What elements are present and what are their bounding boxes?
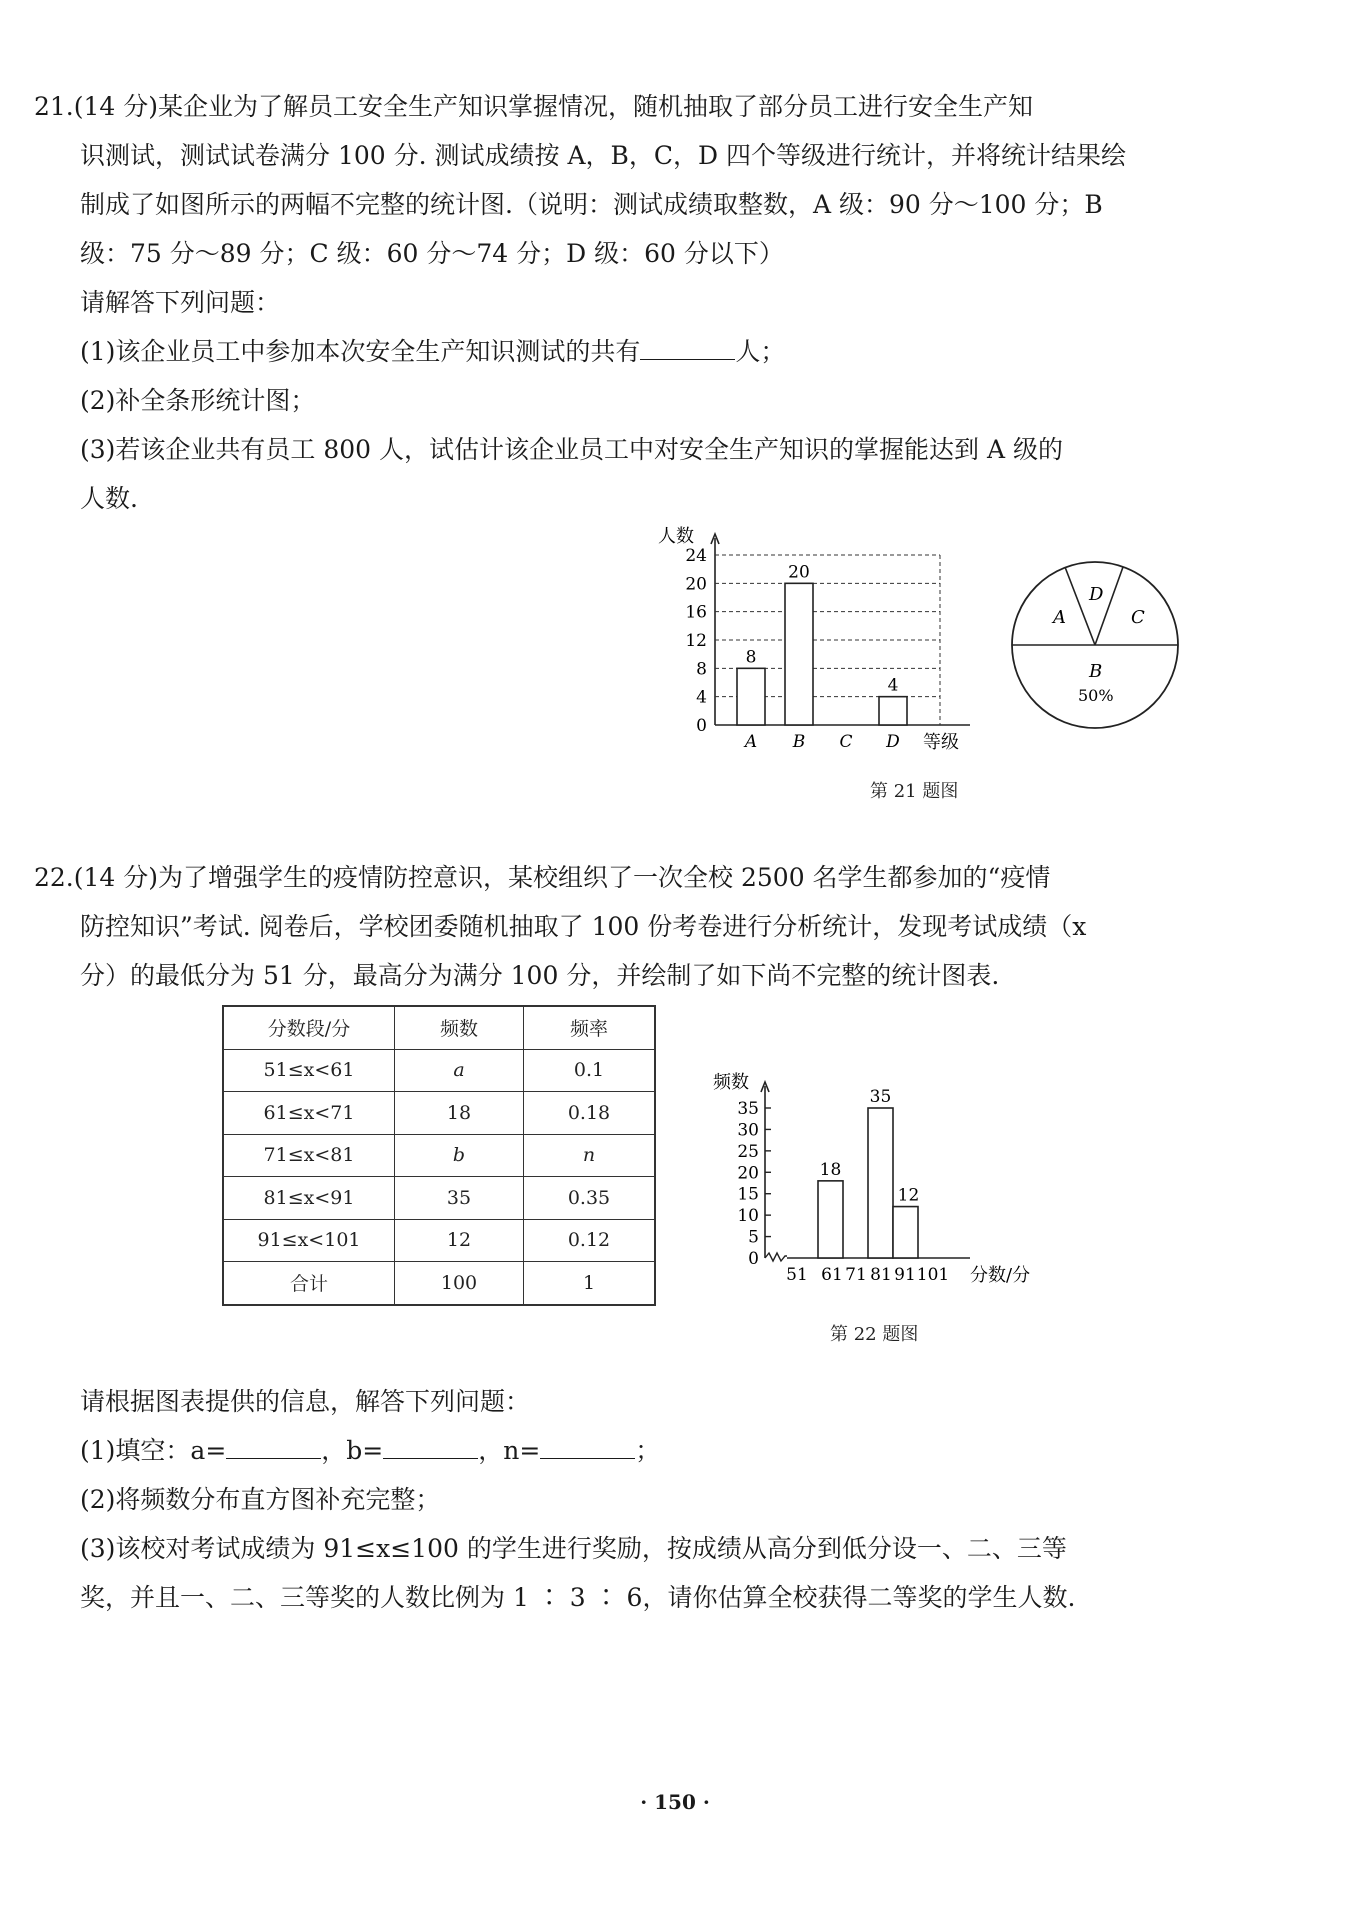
q22-sub1-a-label: (1)填空：a= xyxy=(80,1436,227,1465)
x-tick-label: D xyxy=(886,732,900,752)
answer-blank-b[interactable] xyxy=(383,1434,478,1459)
y-tick-label: 8 xyxy=(696,659,707,680)
y-tick-label: 35 xyxy=(737,1099,759,1119)
question-21 xyxy=(34,82,1194,523)
table-total-row xyxy=(223,1262,655,1305)
data-label: 4 xyxy=(887,675,899,696)
table-header: 频数 xyxy=(395,1006,524,1049)
table-cell: 12 xyxy=(395,1219,524,1262)
x-tick-label: A xyxy=(744,732,758,752)
answer-blank[interactable] xyxy=(640,335,735,360)
table-cell: 合计 xyxy=(223,1262,395,1305)
x-axis-title: 等级 xyxy=(923,732,959,753)
y-tick-label: 10 xyxy=(737,1206,759,1227)
table-cell: 81≤x<91 xyxy=(223,1177,395,1220)
q22-line3: 分）的最低分为 51 分，最高分为满分 100 分，并绘制了如下尚不完整的统计图表. xyxy=(80,961,1000,990)
table-cell: a xyxy=(395,1049,524,1092)
table-header-row xyxy=(223,1006,655,1049)
q21-sub1-text: (1)该企业员工中参加本次安全生产知识测试的共有 xyxy=(80,337,641,366)
page-number: · 150 · xyxy=(640,1790,710,1814)
pie-label-d: D xyxy=(1089,584,1104,605)
x-axis-title: 分数/分 xyxy=(970,1265,1031,1286)
x-tick-label: 81 xyxy=(870,1265,892,1285)
frequency-table xyxy=(222,1005,656,1306)
histogram-bar xyxy=(868,1108,893,1258)
q22-sub1-n-label: ，n= xyxy=(478,1436,541,1465)
answer-blank-a[interactable] xyxy=(226,1434,321,1459)
table-row xyxy=(223,1092,655,1135)
q22-sub1-end: ； xyxy=(635,1436,661,1465)
table-cell: 91≤x<101 xyxy=(223,1219,395,1262)
x-tick-label: 51 xyxy=(786,1265,808,1285)
pie-label-c: C xyxy=(1131,607,1145,628)
table-cell: 51≤x<61 xyxy=(223,1049,395,1092)
x-tick-label: 71 xyxy=(845,1265,867,1285)
q21-line3: 制成了如图所示的两幅不完整的统计图.（说明：测试成绩取整数，A 级：90 分～100 分；B xyxy=(80,190,1103,219)
y-tick-label: 0 xyxy=(696,716,707,736)
q22-ask: 请根据图表提供的信息，解答下列问题： xyxy=(80,1387,531,1416)
table-cell: 35 xyxy=(395,1177,524,1220)
table-cell: 61≤x<71 xyxy=(223,1092,395,1135)
q21-bar-chart xyxy=(650,520,970,765)
question-22-parts xyxy=(34,1377,1194,1622)
table-cell: 1 xyxy=(524,1262,656,1305)
q22-sub3-line2: 奖，并且一、二、三等奖的人数比例为 1 ∶ 3 ∶ 6，请你估算全校获得二等奖的学生人数. xyxy=(80,1583,1076,1612)
x-tick-label: 91 xyxy=(894,1265,916,1285)
data-label: 8 xyxy=(745,647,757,668)
q22-caption: 第 22 题图 xyxy=(830,1324,919,1345)
y-tick-label: 30 xyxy=(737,1120,759,1141)
table-cell: b xyxy=(395,1134,524,1177)
table-cell: 0.12 xyxy=(524,1219,656,1262)
table-cell: 0.18 xyxy=(524,1092,656,1135)
q21-sub1 xyxy=(34,327,1194,376)
table-row xyxy=(223,1134,655,1177)
y-tick-label: 20 xyxy=(737,1163,759,1184)
table-cell: 18 xyxy=(395,1092,524,1135)
q21-pie-chart xyxy=(1005,555,1185,735)
table-cell: 0.1 xyxy=(524,1049,656,1092)
data-label: 18 xyxy=(819,1159,842,1180)
q21-sub3-line1: (3)若该企业共有员工 800 人，试估计该企业员工中对安全生产知识的掌握能达到 A 级的 xyxy=(80,435,1063,464)
y-tick-label: 16 xyxy=(685,602,707,623)
table-cell: 71≤x<81 xyxy=(223,1134,395,1177)
q22-sub1 xyxy=(34,1426,1194,1475)
y-axis-title: 频数 xyxy=(713,1072,749,1093)
x-tick-label: C xyxy=(839,732,853,752)
q22-line2: 防控知识”考试. 阅卷后，学校团委随机抽取了 100 份考卷进行分析统计，发现考试成绩（x xyxy=(80,912,1087,941)
table-cell: 0.35 xyxy=(524,1177,656,1220)
bar xyxy=(737,668,765,725)
histogram-bar xyxy=(818,1181,843,1258)
x-tick-label: B xyxy=(792,732,806,752)
histogram-bar xyxy=(893,1207,918,1258)
y-tick-label: 15 xyxy=(737,1184,759,1205)
x-tick-label: 101 xyxy=(916,1265,950,1285)
q22-sub3-line1: (3)该校对考试成绩为 91≤x≤100 的学生进行奖励，按成绩从高分到低分设一、二、三等 xyxy=(80,1534,1067,1563)
y-tick-label: 20 xyxy=(685,574,707,595)
bar xyxy=(785,583,813,725)
table-row xyxy=(223,1219,655,1262)
bar xyxy=(879,697,907,725)
q21-sub1-unit: 人； xyxy=(735,337,786,366)
q21-sub2: (2)补全条形统计图； xyxy=(80,386,316,415)
data-label: 12 xyxy=(897,1185,920,1206)
q22-histogram xyxy=(705,1068,1045,1293)
data-label: 20 xyxy=(788,562,810,583)
y-tick-label: 4 xyxy=(696,687,707,708)
q21-caption: 第 21 题图 xyxy=(870,781,959,802)
x-tick-label: 61 xyxy=(821,1265,843,1285)
q21-sub3-line2: 人数. xyxy=(80,484,138,513)
pie-divider xyxy=(1065,567,1095,645)
q22-line1: 22.(14 分)为了增强学生的疫情防控意识，某校组织了一次全校 2500 名学生都参加的“疫情 xyxy=(34,863,1051,892)
table-cell: 100 xyxy=(395,1262,524,1305)
table-cell: n xyxy=(524,1134,656,1177)
table-row xyxy=(223,1049,655,1092)
pie-label-b: B xyxy=(1089,661,1103,682)
axis-break xyxy=(765,1253,787,1261)
data-label: 35 xyxy=(869,1087,892,1107)
pie-label-a: A xyxy=(1053,607,1066,628)
y-tick-label: 5 xyxy=(748,1227,759,1248)
y-tick-label: 24 xyxy=(685,546,707,566)
table-header: 分数段/分 xyxy=(223,1006,395,1049)
q21-line2: 识测试，测试试卷满分 100 分. 测试成绩按 A，B，C，D 四个等级进行统计，并将统计结果绘 xyxy=(80,141,1126,170)
pie-value-b: 50% xyxy=(1078,686,1114,705)
y-axis-title: 人数 xyxy=(658,526,694,547)
table-row xyxy=(223,1177,655,1220)
q21-ask: 请解答下列问题： xyxy=(80,288,281,317)
question-22 xyxy=(34,853,1194,1000)
q22-sub2: (2)将频数分布直方图补充完整； xyxy=(80,1485,441,1514)
answer-blank-n[interactable] xyxy=(540,1434,635,1459)
q22-sub1-b-label: ，b= xyxy=(321,1436,384,1465)
y-tick-label: 12 xyxy=(685,631,707,651)
table-header: 频率 xyxy=(524,1006,656,1049)
pie-divider xyxy=(1095,567,1123,645)
y-tick-label: 25 xyxy=(737,1141,759,1162)
q21-line1: 21.(14 分)某企业为了解员工安全生产知识掌握情况，随机抽取了部分员工进行安全生产知 xyxy=(34,92,1034,121)
q21-line4: 级：75 分～89 分；C 级：60 分～74 分；D 级：60 分以下） xyxy=(80,239,784,268)
y-tick-label: 0 xyxy=(748,1249,759,1269)
